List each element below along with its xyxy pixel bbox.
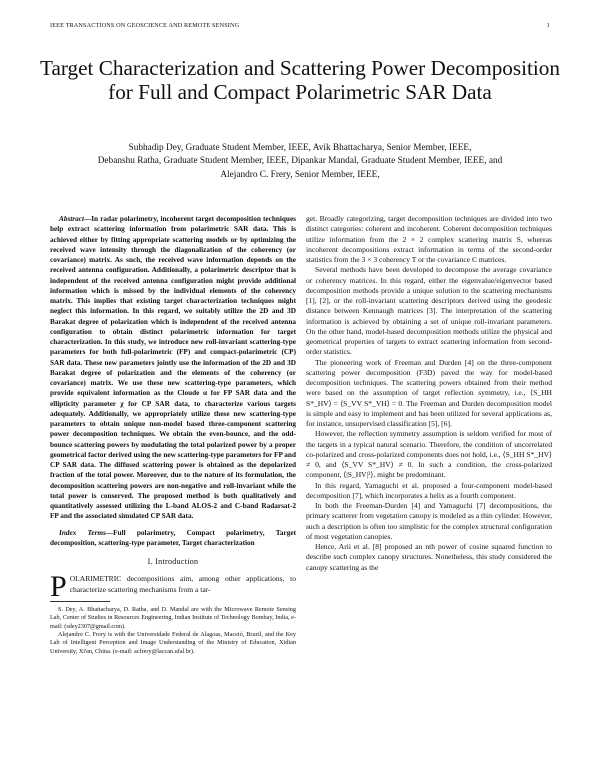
footnote: S. Dey, A. Bhattacharya, D. Ratha, and D. Mandal are with the Microwave Remote Sensing Lab, Center of Studies in Resources Engineering, Indian Institute of Technology Bombay, India, e-mail: (sdey2307@gmail.com). bbox=[50, 605, 296, 630]
left-column bbox=[50, 214, 296, 656]
drop-cap: P bbox=[50, 570, 67, 604]
abstract-text: In radar polarimetry, incoherent target decomposition techniques help extract scattering information from polarimetric SAR data. This is achieved either by fitting appropriate scattering models or by optimizing the received wave intensity through the diagonalization of the coherency (or covariance) matrix. As such, the received wave information depends on the received antenna configuration. Additionally, a polarimetric descriptor that is independent of the received antenna configuration might provide additional information which is missed by the individual elements of the coherency matrix. This implies that existing target characterization techniques might neglect this information. In this regard, we suitably utilize the 2D and 3D Barakat degree of polarization which is independent of the received antenna configuration to obtain distinct polarimetric information for target characterization. In this study, we introduce new roll-invariant scattering-type parameters for both full-polarimetric (FP) and compact-polarimetric (CP) SAR data. These new parameters jointly use the information of the 2D and 3D Barakat degree of polarization and the elements of the coherency (or covariance) matrix. We use these new scattering-type parameters, which provide equivalent information as the Cloude α for FP SAR data and the ellipticity parameter χ for CP SAR data, to characterize various targets adequately. Additionally, we appropriately utilize these new scattering-type parameters to obtain unique non-model based three-component scattering power decomposition techniques. We obtain the even-bounce, and the odd-bounce scattering powers by modulating the total polarized power by a proper geometrical factor derived using the new scattering-type parameters for FP and CP SAR data. The diffused scattering power is obtained as the depolarized fraction of the total power. Moreover, due to the nature of its formulation, the decomposition scattering powers are non-negative and roll-invariant while the total power is conserved. The proposed method is both qualitatively and quantitatively assessed utilizing the L-band ALOS-2 and C-band Radarsat-2 FP and the associated simulated CP SAR data. bbox=[50, 215, 296, 521]
abstract-label: Abstract— bbox=[59, 215, 92, 223]
journal-name: IEEE TRANSACTIONS ON GEOSCIENCE AND REMOTE SENSING bbox=[50, 22, 240, 29]
page-number: 1 bbox=[546, 22, 550, 29]
abstract bbox=[50, 214, 296, 522]
intro-paragraph bbox=[50, 570, 296, 604]
body-paragraph: In both the Freeman-Durden [4] and Yamaguchi [7] decompositions, the primary scatterer from vegetation canopy is modeled as a thin cylinder. However, such a description is often too simplistic for the complex structural configuration of most vegetation canopies. bbox=[306, 501, 552, 541]
right-column bbox=[306, 214, 552, 573]
author-line: Subhadip Dey, Graduate Student Member, IEEE, Avik Bhattacharya, Senior Member, IEEE, bbox=[128, 143, 472, 153]
author-line: Alejandro C. Frery, Senior Member, IEEE, bbox=[220, 169, 380, 180]
body-paragraph: In this regard, Yamaguchi et al. proposed a four-component model-based decomposition [7], which incorporates a helix as a fourth component. bbox=[306, 480, 552, 500]
body-paragraph: However, the reflection symmetry assumption is seldom verified for most of the targets in a typical natural scenario. Therefore, the condition of uncorrelated co-polarized and cross-polarized components does not hold, i.e., ⟨S_HH S*_HV⟩ ≠ 0, and ⟨S_VV S*_HV⟩ ≠ 0. In such a condition, the cross-polarized component, ⟨|S_HV|²⟩, might be predominant. bbox=[306, 429, 552, 480]
paper-title: Target Characterization and Scattering Power Decomposition for Full and Compact Polarimetric SAR Data bbox=[40, 56, 560, 104]
running-header bbox=[50, 22, 550, 29]
index-terms bbox=[50, 528, 296, 549]
body-paragraph: get. Broadly categorizing, target decomposition techniques are divided into two distinct categories: coherent and incoherent. Coherent decomposition techniques utilize information from the 2 × 2 complex scattering matrix S, whereas incoherent decompositions extract information in terms of the second-order statistics from the 3 × 3 coherency T or the covariance C matrices. bbox=[306, 214, 552, 264]
index-terms-label: Index Terms— bbox=[59, 528, 114, 537]
section-heading: I. Introduction bbox=[147, 557, 199, 566]
footnote: Alejandro C. Frery is with the Universidade Federal de Alagoas, Maceió, Brazil, and the Key Lab of Intelligent Perception and Image Understanding of the Ministry of Education, Xidian University, Xi'an, China. (e-mail: acfrery@laccan.ufal.br). bbox=[50, 630, 296, 655]
intro-text: OLARIMETRIC decompositions aim, among other applications, to characterize scattering mechanisms from a tar- bbox=[69, 574, 296, 594]
index-terms-text: Full polarimetry, Compact polarimetry, Target decomposition, scattering-type parameter, Target characterization bbox=[50, 528, 296, 547]
body-paragraph: Several methods have been developed to decompose the average covariance or coherency matrices. In this regard, either the eigenvalue/eigenvector based decomposition methods provide a unique solution to the scattering mechanisms [1], [2], or the roll-invariant scattering descriptors derived using the geodesic distance between Kennaugh matrices [3]. The interpretation of the scattering information is achieved by obtaining a set of unique roll-invariant parameters. On the other hand, model-based decomposition methods utilize the physical and geometrical properties of targets to extract scattering information from second-order statistics. bbox=[306, 265, 552, 357]
author-block bbox=[40, 142, 560, 182]
body-paragraph: The pioneering work of Freeman and Durden [4] on the three-component scattering power decomposition (F3D) paved the way for model-based decomposition techniques. The scattering powers obtained from their method were based on the assumption of target reflection symmetry, i.e., ⟨S_HH S*_HV⟩ = ⟨S_VV S*_VH⟩ = 0. The Freeman and Durden decomposition model is simple and easy to implement and has been utilized for several applications as, for instance, unsupervised classification [5], [6]. bbox=[306, 357, 552, 428]
author-line: Debanshu Ratha, Graduate Student Member, IEEE, Dipankar Mandal, Graduate Student Member, IEEE, and bbox=[97, 156, 503, 167]
body-paragraph: Hence, Arii et al. [8] proposed an nth power of cosine squared function to describe such complex canopy structures. Nonetheless, this study considered the canopy scattering as the bbox=[306, 542, 552, 572]
